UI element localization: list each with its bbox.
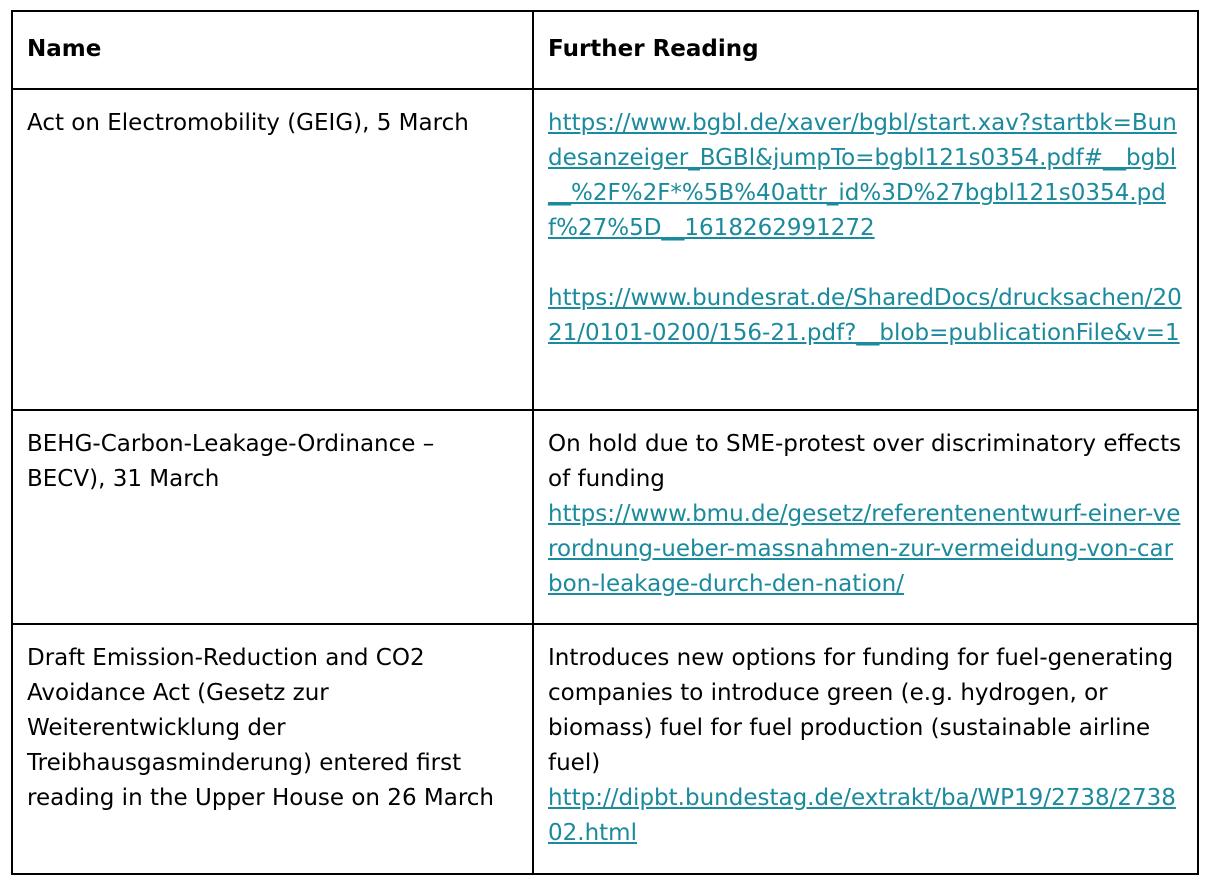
further-reading-link[interactable]: https://www.bgbl.de/xaver/bgbl/start.xav?startbk=Bundesanzeiger_BGBl&jumpTo=bgbl121s0354.pdf#__bgbl__%2F%2F*%5B%40attr_id%3D%27bgbl121s0354.pdf%27%5D__1618262991272 <box>548 110 1177 241</box>
legislation-table <box>11 10 1199 875</box>
row-name: Draft Emission-Reduction and CO2 Avoidance Act (Gesetz zur Weiterentwicklung der Treibhausgasminderung) entered first reading in the Upper House on 26 March <box>27 645 494 811</box>
header-further-reading: Further Reading <box>533 11 1198 89</box>
row-name-cell <box>12 624 533 874</box>
header-name: Name <box>12 11 533 89</box>
row-description: On hold due to SME-protest over discriminatory effects of funding <box>548 431 1182 492</box>
table-row <box>12 89 1198 410</box>
row-reading-cell <box>533 624 1198 874</box>
table-row <box>12 410 1198 624</box>
row-name: Act on Electromobility (GEIG), 5 March <box>27 110 469 136</box>
row-name-cell <box>12 410 533 624</box>
further-reading-link[interactable]: https://www.bundesrat.de/SharedDocs/drucksachen/2021/0101-0200/156-21.pdf?__blob=publicationFile&v=1 <box>548 285 1182 346</box>
further-reading-link[interactable]: http://dipbt.bundestag.de/extrakt/ba/WP19/2738/273802.html <box>548 785 1176 846</box>
row-reading-cell <box>533 89 1198 410</box>
row-description: Introduces new options for funding for fuel-generating companies to introduce green (e.g. hydrogen, or biomass) fuel for fuel production (sustainable airline fuel) <box>548 645 1174 776</box>
row-reading-cell <box>533 410 1198 624</box>
further-reading-link[interactable]: https://www.bmu.de/gesetz/referentenentwurf-einer-verordnung-ueber-massnahmen-zur-vermeidung-von-carbon-leakage-durch-den-nation/ <box>548 501 1181 597</box>
row-name-cell <box>12 89 533 410</box>
header-row <box>12 11 1198 89</box>
row-name: BEHG-Carbon-Leakage-Ordinance – BECV), 31 March <box>27 431 435 492</box>
table-row <box>12 624 1198 874</box>
